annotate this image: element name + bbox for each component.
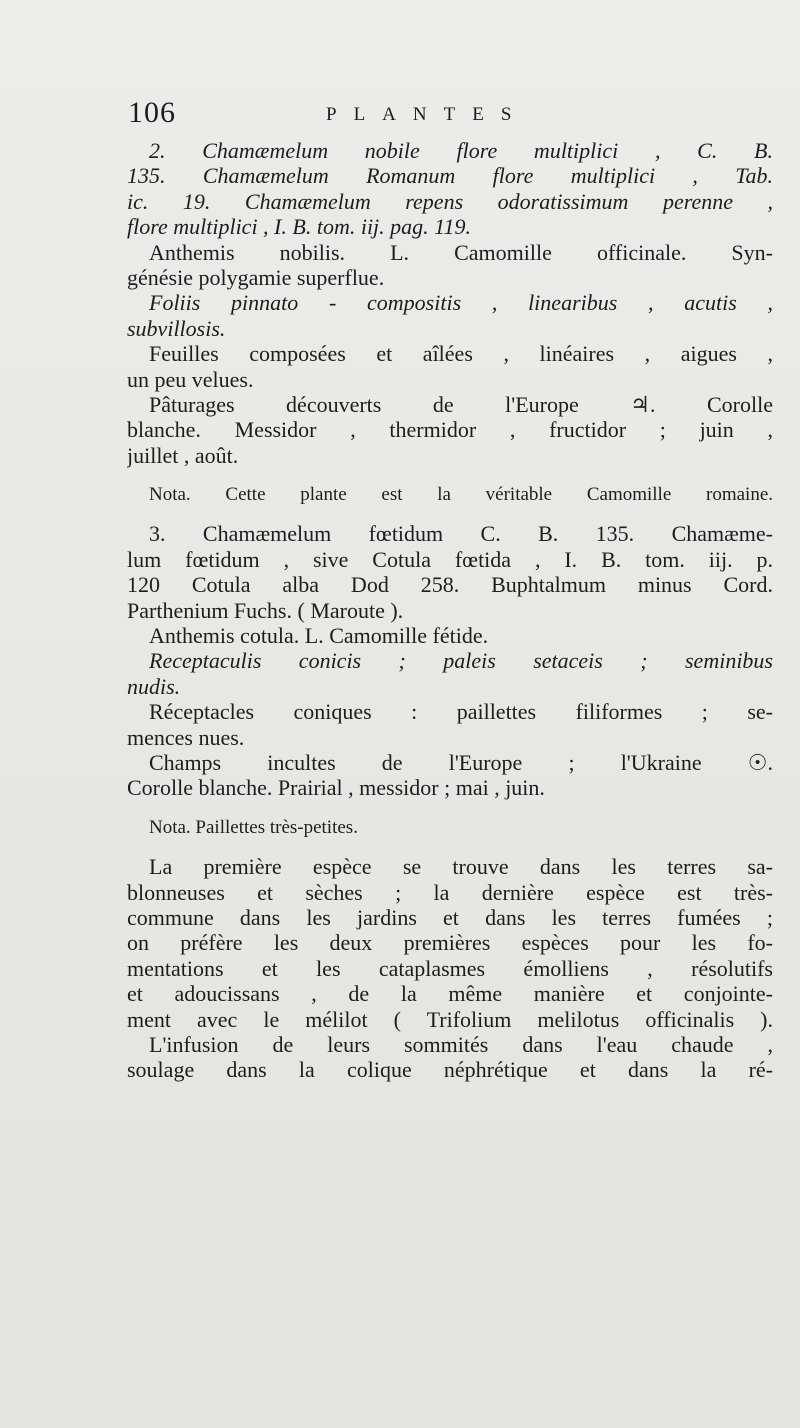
text-line: nudis. [127,673,181,699]
text-line: Corolle blanche. Prairial , messidor ; mai , juin. [127,775,545,801]
page-header [128,96,768,136]
text-line: Nota. Cette plante est la véritable Camomille romaine. [149,484,773,506]
body-text [127,138,773,1083]
text-line: Réceptacles coniques : paillettes filiformes ; se- [149,699,773,725]
text-line: mences nues. [127,724,245,750]
text-line: Feuilles composées et aîlées , linéaires , aigues , [149,341,773,367]
text-line: 120 Cotula alba Dod 258. Buphtalmum minus Cord. [127,572,773,598]
text-line: et adoucissans , de la même manière et conjointe- [127,981,773,1007]
text-line: L'infusion de leurs sommités dans l'eau chaude , [149,1031,773,1057]
text-line: Parthenium Fuchs. ( Maroute ). [127,597,404,623]
text-line: 3. Chamæmelum fœtidum C. B. 135. Chamæme- [149,521,773,547]
running-title: PLANTES [326,104,529,125]
paragraph-gap [127,840,773,854]
text-line: ment avec le mélilot ( Trifolium melilotus officinalis ). [127,1006,773,1032]
text-line: lum fœtidum , sive Cotula fœtida , I. B. tom. iij. p. [127,546,773,572]
text-line: flore multiplici , I. B. tom. iij. pag. 119. [127,214,472,240]
text-line: blonneuses et sèches ; la dernière espèce est très- [127,879,773,905]
text-line: Foliis pinnato - compositis , linearibus , acutis , [149,290,773,316]
text-line: ic. 19. Chamæmelum repens odoratissimum perenne , [127,188,773,214]
text-line: 135. Chamæmelum Romanum flore multiplici , Tab. [127,163,773,189]
paragraph-gap [127,468,773,482]
text-line: soulage dans la colique néphrétique et dans la ré- [127,1057,773,1083]
text-line: mentations et les cataplasmes émolliens , résolutifs [127,955,773,981]
text-line: Champs incultes de l'Europe ; l'Ukraine ☉. [149,749,773,775]
text-line: juillet , août. [127,442,239,468]
text-line: blanche. Messidor , thermidor , fructidor ; juin , [127,417,773,443]
text-line: on préfère les deux premières espèces pour les fo- [127,930,773,956]
text-line: subvillosis. [127,315,226,341]
text-line: Anthemis cotula. L. Camomille fétide. [149,623,489,649]
text-line: Anthemis nobilis. L. Camomille officinale. Syn- [149,239,773,265]
text-line: un peu velues. [127,366,254,392]
text-line: Receptaculis conicis ; paleis setaceis ; seminibus [149,648,773,674]
text-line: La première espèce se trouve dans les terres sa- [149,854,773,880]
text-line: génésie polygamie superflue. [127,264,385,290]
paragraph-gap [127,801,773,815]
text-line: Pâturages découverts de l'Europe ♃. Corolle [149,391,773,417]
page-number: 106 [128,96,176,129]
text-line: 2. Chamæmelum nobile flore multiplici , C. B. [149,138,773,163]
paragraph-gap [127,507,773,521]
text-line: Nota. Paillettes très-petites. [149,816,358,838]
text-line: commune dans les jardins et dans les terres fumées ; [127,904,773,930]
